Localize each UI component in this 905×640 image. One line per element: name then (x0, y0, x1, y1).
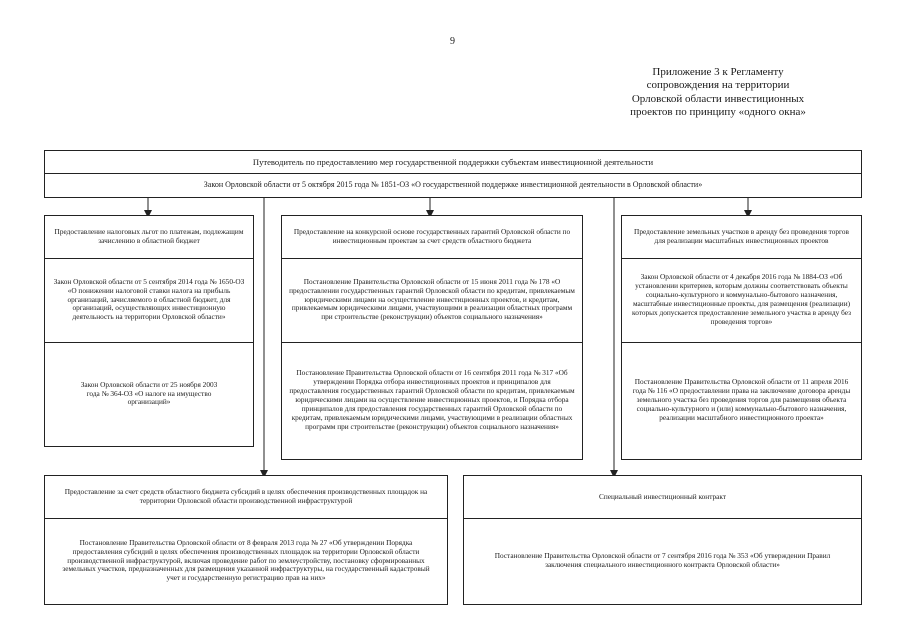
tax-law-property: Закон Орловской области от 25 ноября 2003 года № 364-ОЗ «О налоге на имущество организаций» (80, 379, 218, 407)
appendix-line: Орловской области инвестиционных (631, 92, 805, 105)
infrastructure-subsidies-box (44, 475, 448, 605)
state-guarantees-title: Предоставление на конкурсной основе государственных гарантий Орловской области по инвестиционным проектам за счет средств областного бюджета (293, 227, 571, 245)
appendix-line: сопровождения на территории (646, 79, 790, 92)
land-resolution-116: Постановление Правительства Орловской области от 11 апреля 2016 года № 116 «О предоставлении права на заключение договора аренды земельного участка без проведения торгов для размещения объекта социально-культурного и (или) коммунально-бытового назначения, реализации масштабного инвестиционного проекта» (632, 377, 851, 422)
guide-title: Путеводитель по предоставлению мер государственной поддержки субъектам инвестиционной деятельности (252, 157, 654, 167)
infrastructure-subsidies-title: Предоставление за счет средств областного бюджета субсидий в целях обеспечения производственных площадок на территории Орловской области производственной инфраструктурой (64, 487, 428, 505)
special-contract-box (463, 475, 862, 605)
land-lease-title: Предоставление земельных участков в аренду без проведения торгов для реализации масштабных инвестиционных проектов (634, 227, 849, 245)
tax-law-profit: Закон Орловской области от 5 сентября 2014 года № 1650-ОЗ «О понижении налоговой ставки налога на прибыль организаций, зачисляемого в областной бюджет, для организаций, осуществляющих инвестиционную деятельность на территории Орловской области» (53, 276, 245, 322)
page-number: 9 (450, 36, 455, 47)
guarantees-resolution-178: Постановление Правительства Орловской области от 15 июня 2011 года № 178 «О предоставлении государственных гарантий Орловской области по кредитам, привлекаемым юридическими лицами на осуществление инвестиционных проектов, и кредитам, привлекаемым юридическими лицами, участвующими в реализации областных программ при строительстве (реконструкции) объектов социального назначения» (289, 276, 575, 322)
tax-benefits-title: Предоставление налоговых льгот по платежам, подлежащим зачислению в областной бюджет (54, 227, 244, 245)
appendix-line: Приложение 3 к Регламенту (652, 66, 784, 78)
framework-law: Закон Орловской области от 5 октября 2015 года № 1851-ОЗ «О государственной поддержке инвестиционной деятельности в Орловской области» (203, 180, 703, 190)
appendix-line: проектов по принципу «одного окна» (630, 106, 806, 119)
state-guarantees-box (281, 215, 583, 460)
land-law-1884: Закон Орловской области от 4 декабря 2016 года № 1884-ОЗ «Об установлении критериев, которым должны соответствовать объекты социально-культурного и коммунально-бытового назначения, масштабные инвестиционные проекты, для размещения (реализации) которых допускается предоставление земельного участка в аренду без проведения торгов» (632, 272, 851, 326)
contract-resolution-353: Постановление Правительства Орловской области от 7 сентября 2016 года № 353 «Об утверждении Правил заключения специального инвестиционного контракта Орловской области» (494, 551, 831, 569)
subsidies-resolution-27: Постановление Правительства Орловской области от 8 февраля 2013 года № 27 «Об утверждении Порядка предоставления субсидий в целях обеспечения производственных площадок на территории Орловской области производственной инфраструктурой, включая проведение работ по землеустройству, постановку сформированных земельных участков, предназначенных для размещения указанной инфраструктуры, на государственный кадастровый учет и государственную регистрацию прав на них» (62, 537, 430, 583)
land-lease-box (621, 215, 862, 460)
special-contract-title: Специальный инвестиционный контракт (598, 491, 727, 501)
tax-benefits-box (44, 215, 254, 447)
guarantees-resolution-317: Постановление Правительства Орловской области от 16 сентября 2011 года № 317 «Об утверждении Порядка отбора инвестиционных проектов и принципалов для предоставления государственных гарантий Орловской области по кредитам, привлекаемым юридическими лицами на осуществление инвестиционных проектов, и Порядка отбора принципалов для предоставления государственных гарантий Орловской области по кредитам, привлекаемым юридическими лицами, участвующими в реализации областных программ при строительстве (реконструкции) объектов социального назначения» (289, 368, 575, 431)
